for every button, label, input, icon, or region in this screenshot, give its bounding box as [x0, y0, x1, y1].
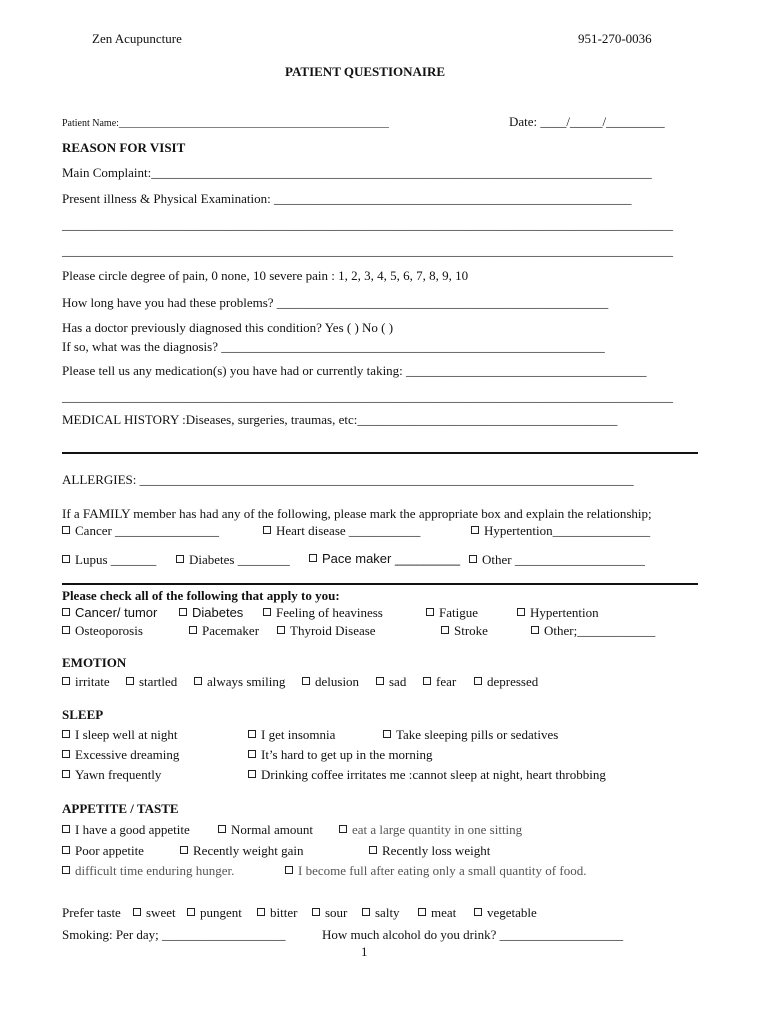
checkbox-icon[interactable]	[62, 677, 70, 685]
blank-line[interactable]: ______________________________________________________________________________________________	[62, 389, 673, 404]
sleep-insomnia[interactable]: I get insomnia	[248, 727, 335, 742]
checkbox-icon[interactable]	[369, 846, 377, 854]
checkbox-icon[interactable]	[263, 526, 271, 534]
checkbox-icon[interactable]	[309, 554, 317, 562]
family-other[interactable]: Other ____________________	[469, 552, 645, 567]
checkbox-icon[interactable]	[62, 555, 70, 563]
checkbox-icon[interactable]	[531, 626, 539, 634]
emotion-fear[interactable]: fear	[423, 674, 456, 689]
appetite-full-quickly[interactable]: I become full after eating only a small quantity of food.	[285, 863, 586, 878]
taste-pungent[interactable]: pungent	[187, 905, 242, 920]
check-hypertention[interactable]: Hypertention	[517, 605, 599, 620]
checkbox-icon[interactable]	[474, 677, 482, 685]
blank-line[interactable]: ______________________________________________________________________________________________	[62, 217, 673, 232]
appetite-poor[interactable]: Poor appetite	[62, 843, 144, 858]
family-pacemaker[interactable]: Pace maker _________	[309, 551, 460, 566]
checkbox-icon[interactable]	[187, 908, 195, 916]
checkbox-icon[interactable]	[248, 750, 256, 758]
emotion-smiling[interactable]: always smiling	[194, 674, 285, 689]
business-name: Zen Acupuncture	[92, 31, 182, 46]
appetite-hunger[interactable]: difficult time enduring hunger.	[62, 863, 234, 878]
alcohol-field[interactable]: How much alcohol do you drink? ___________________	[322, 927, 624, 942]
emotion-heading: EMOTION	[62, 655, 127, 670]
checkbox-icon[interactable]	[471, 526, 479, 534]
checkbox-icon[interactable]	[469, 555, 477, 563]
check-stroke[interactable]: Stroke	[441, 623, 488, 638]
main-complaint-field[interactable]: Main Complaint:_____________________________________________________________________________	[62, 165, 652, 180]
taste-bitter[interactable]: bitter	[257, 905, 297, 920]
checkbox-icon[interactable]	[257, 908, 265, 916]
checkbox-icon[interactable]	[248, 770, 256, 778]
emotion-delusion[interactable]: delusion	[302, 674, 359, 689]
family-heart-disease[interactable]: Heart disease ___________	[263, 523, 420, 538]
checkbox-icon[interactable]	[62, 825, 70, 833]
blank-line[interactable]: ______________________________________________________________________________________________	[62, 243, 673, 258]
appetite-large-quantity[interactable]: eat a large quantity in one sitting	[339, 822, 522, 837]
checkbox-icon[interactable]	[62, 770, 70, 778]
taste-label: Prefer taste	[62, 905, 121, 920]
appetite-normal[interactable]: Normal amount	[218, 822, 313, 837]
medication-field[interactable]: Please tell us any medication(s) you have had or currently taking: _____________________________________	[62, 363, 647, 378]
check-thyroid[interactable]: Thyroid Disease	[277, 623, 376, 638]
check-diabetes[interactable]: Diabetes	[179, 605, 243, 620]
checkbox-icon[interactable]	[362, 908, 370, 916]
duration-field[interactable]: How long have you had these problems? ___________________________________________________	[62, 295, 609, 310]
check-heading: Please check all of the following that apply to you:	[62, 588, 340, 603]
sleep-coffee[interactable]: Drinking coffee irritates me :cannot sleep at night, heart throbbing	[248, 767, 606, 782]
taste-salty[interactable]: salty	[362, 905, 400, 920]
checkbox-icon[interactable]	[189, 626, 197, 634]
family-cancer[interactable]: Cancer ________________	[62, 523, 219, 538]
reason-heading: REASON FOR VISIT	[62, 140, 186, 155]
checkbox-icon[interactable]	[285, 866, 293, 874]
allergies-field[interactable]: ALLERGIES: ____________________________________________________________________________	[62, 472, 634, 487]
check-fatigue[interactable]: Fatigue	[426, 605, 478, 620]
sleep-dreaming[interactable]: Excessive dreaming	[62, 747, 179, 762]
checkbox-icon[interactable]	[263, 608, 271, 616]
checkbox-icon[interactable]	[62, 626, 70, 634]
appetite-good[interactable]: I have a good appetite	[62, 822, 190, 837]
smoking-field[interactable]: Smoking: Per day; ___________________	[62, 927, 286, 942]
appetite-heading: APPETITE / TASTE	[62, 801, 179, 816]
appetite-weight-loss[interactable]: Recently loss weight	[369, 843, 490, 858]
check-osteoporosis[interactable]: Osteoporosis	[62, 623, 143, 638]
checkbox-icon[interactable]	[62, 526, 70, 534]
emotion-sad[interactable]: sad	[376, 674, 406, 689]
checkbox-icon[interactable]	[126, 677, 134, 685]
checkbox-icon[interactable]	[62, 846, 70, 854]
sleep-yawn[interactable]: Yawn frequently	[62, 767, 161, 782]
sleep-hard-to-get-up[interactable]: It’s hard to get up in the morning	[248, 747, 433, 762]
checkbox-icon[interactable]	[418, 908, 426, 916]
check-pacemaker[interactable]: Pacemaker	[189, 623, 259, 638]
checkbox-icon[interactable]	[474, 908, 482, 916]
checkbox-icon[interactable]	[62, 866, 70, 874]
sleep-well[interactable]: I sleep well at night	[62, 727, 178, 742]
family-hypertention[interactable]: Hypertention_______________	[471, 523, 650, 538]
check-heaviness[interactable]: Feeling of heaviness	[263, 605, 383, 620]
checkbox-icon[interactable]	[218, 825, 226, 833]
checkbox-icon[interactable]	[312, 908, 320, 916]
checkbox-icon[interactable]	[248, 730, 256, 738]
checkbox-icon[interactable]	[441, 626, 449, 634]
emotion-startled[interactable]: startled	[126, 674, 177, 689]
checkbox-icon[interactable]	[376, 677, 384, 685]
taste-vegetable[interactable]: vegetable	[474, 905, 537, 920]
page-number: 1	[361, 944, 368, 959]
check-other[interactable]: Other;____________	[531, 623, 655, 638]
checkbox-icon[interactable]	[383, 730, 391, 738]
taste-sweet[interactable]: sweet	[133, 905, 176, 920]
checkbox-icon[interactable]	[302, 677, 310, 685]
appetite-weight-gain[interactable]: Recently weight gain	[180, 843, 303, 858]
checkbox-icon[interactable]	[339, 825, 347, 833]
section-divider	[62, 452, 698, 454]
form-title: PATIENT QUESTIONAIRE	[285, 64, 446, 79]
family-diabetes[interactable]: Diabetes ________	[176, 552, 290, 567]
checkbox-icon[interactable]	[426, 608, 434, 616]
checkbox-icon[interactable]	[517, 608, 525, 616]
checkbox-icon[interactable]	[423, 677, 431, 685]
checkbox-icon[interactable]	[277, 626, 285, 634]
emotion-depressed[interactable]: depressed	[474, 674, 538, 689]
present-illness-field[interactable]: Present illness & Physical Examination: _______________________________________________________	[62, 191, 632, 206]
checkbox-icon[interactable]	[194, 677, 202, 685]
checkbox-icon[interactable]	[176, 555, 184, 563]
diagnosed-question[interactable]: Has a doctor previously diagnosed this condition? Yes ( ) No ( )	[62, 320, 394, 335]
taste-sour[interactable]: sour	[312, 905, 347, 920]
sleep-heading: SLEEP	[62, 707, 104, 722]
checkbox-icon[interactable]	[180, 846, 188, 854]
checkbox-icon[interactable]	[62, 608, 70, 616]
sleep-pills[interactable]: Take sleeping pills or sedatives	[383, 727, 558, 742]
medical-history-field[interactable]: MEDICAL HISTORY :Diseases, surgeries, traumas, etc:________________________________________	[62, 412, 618, 427]
family-intro: If a FAMILY member has had any of the following, please mark the appropriate box and explain the relationship;	[62, 506, 652, 521]
patient-name-field[interactable]: Patient Name:______________________________________________________	[62, 118, 389, 129]
emotion-irritate[interactable]: irritate	[62, 674, 110, 689]
pain-scale[interactable]: Please circle degree of pain, 0 none, 10 severe pain : 1, 2, 3, 4, 5, 6, 7, 8, 9, 10	[62, 268, 469, 283]
diagnosis-field[interactable]: If so, what was the diagnosis? ___________________________________________________________	[62, 339, 605, 354]
section-divider	[62, 583, 698, 585]
checkbox-icon[interactable]	[62, 750, 70, 758]
business-phone: 951-270-0036	[578, 31, 652, 46]
taste-meat[interactable]: meat	[418, 905, 456, 920]
checkbox-icon[interactable]	[133, 908, 141, 916]
date-field[interactable]: Date: ____/_____/_________	[509, 114, 665, 129]
check-cancer-tumor[interactable]: Cancer/ tumor	[62, 605, 157, 620]
checkbox-icon[interactable]	[179, 608, 187, 616]
family-lupus[interactable]: Lupus _______	[62, 552, 156, 567]
checkbox-icon[interactable]	[62, 730, 70, 738]
